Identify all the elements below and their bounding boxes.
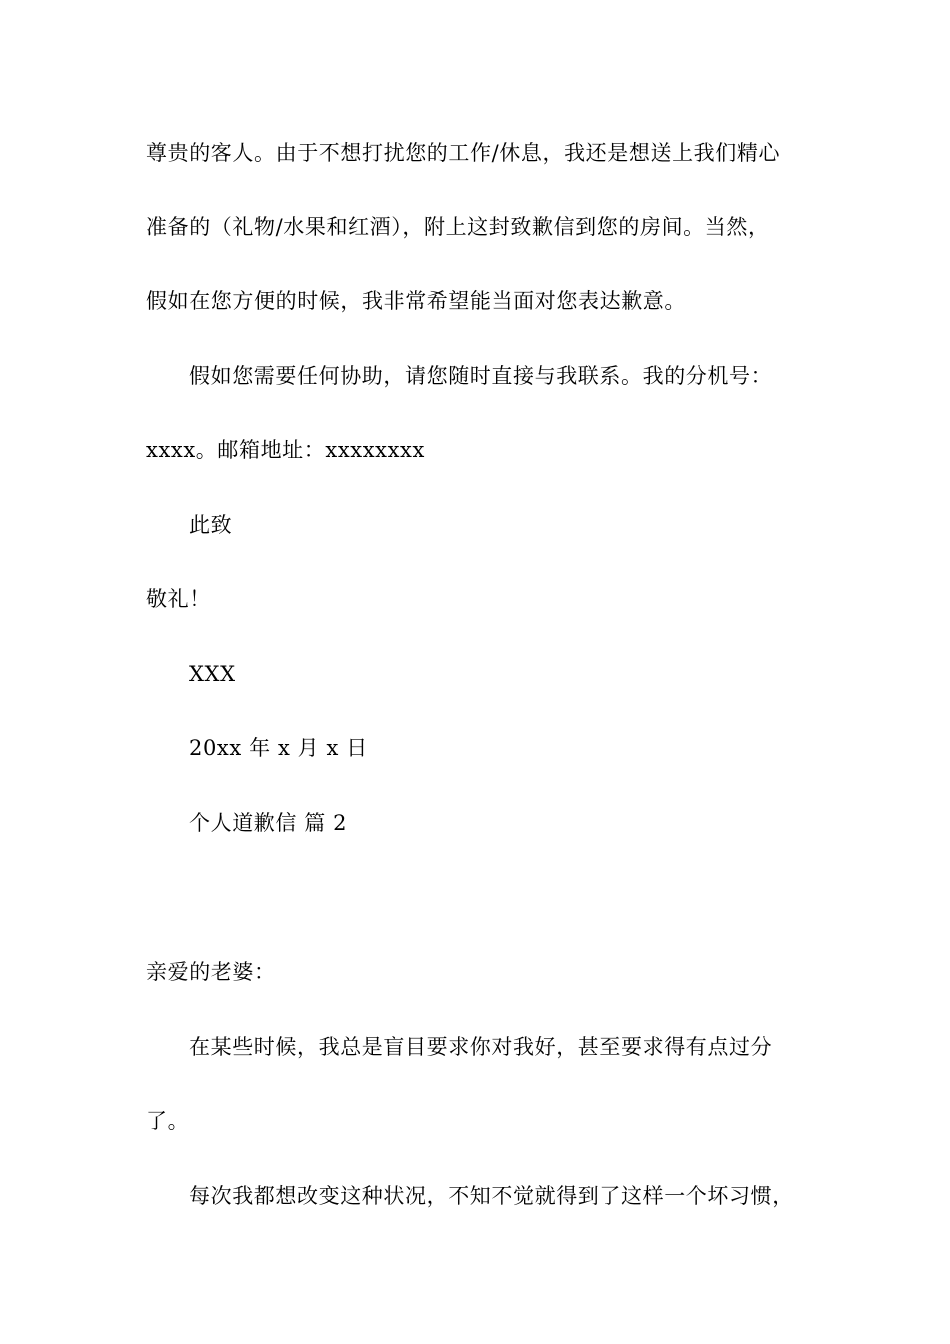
closing-salutation: 此致 xyxy=(189,513,233,537)
paragraph-line: 假如您需要任何协助，请您随时直接与我联系。我的分机号： xyxy=(189,364,773,388)
closing-regards: 敬礼！ xyxy=(146,587,211,611)
letter-greeting: 亲爱的老婆： xyxy=(146,960,276,984)
paragraph-line: 尊贵的客人。由于不想打扰您的工作/休息，我还是想送上我们精心 xyxy=(146,141,781,165)
paragraph-line: 准备的（礼物/水果和红酒），附上这封致歉信到您的房间。当然， xyxy=(146,215,770,239)
section-title: 个人道歉信 篇 2 xyxy=(189,811,348,835)
paragraph-line: 在某些时候，我总是盲目要求你对我好，甚至要求得有点过分 xyxy=(189,1035,773,1059)
paragraph-line: 假如在您方便的时候，我非常希望能当面对您表达歉意。 xyxy=(146,289,686,313)
signature-name: XXX xyxy=(189,662,236,686)
paragraph-line: xxxx。邮箱地址：xxxxxxxx xyxy=(146,438,425,462)
letter-date: 20xx 年 x 月 x 日 xyxy=(189,736,368,760)
paragraph-line: 每次我都想改变这种状况，不知不觉就得到了这样一个坏习惯， xyxy=(189,1184,794,1208)
paragraph-line: 了。 xyxy=(146,1109,190,1133)
